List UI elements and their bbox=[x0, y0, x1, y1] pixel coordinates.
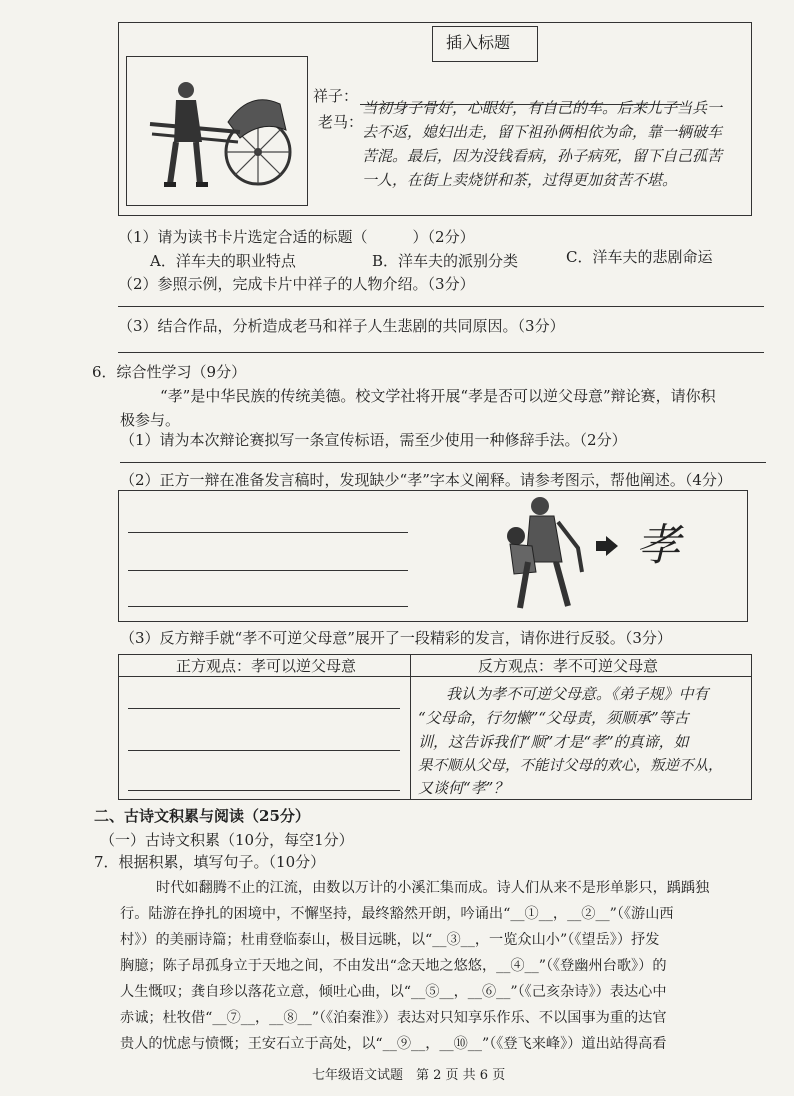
q5-part1: （1）请为读书卡片选定合适的标题（ ）（2分） bbox=[118, 228, 475, 246]
rickshaw-puller-illustration bbox=[130, 60, 302, 200]
con-argument-line-5: 又谈何“孝”？ bbox=[418, 779, 509, 797]
laoma-line-4: 一人，在街上卖烧饼和茶，过得更加贫苦不堪。 bbox=[362, 171, 678, 189]
con-argument-line-1: 我认为孝不可逆父母意。《弟子规》中有 bbox=[446, 685, 709, 703]
laoma-label: 老马： bbox=[318, 113, 364, 131]
title-placeholder-label: 插入标题 bbox=[446, 33, 511, 52]
debate-table-header-divider bbox=[118, 676, 752, 677]
section2-heading: 二、古诗文积累与阅读（25分） bbox=[94, 807, 310, 825]
con-argument-line-4: 果不顺从父母，不能讨父母的欢心，叛逆不从， bbox=[418, 758, 723, 774]
q5-part2-answer-line[interactable] bbox=[118, 306, 764, 307]
q6-part2-line-1[interactable] bbox=[128, 532, 408, 533]
con-argument-line-3: 训，这告诉我们“顺”才是“孝”的真谛，如 bbox=[418, 733, 689, 751]
q6-part3: （3）反方辩手就“孝不可逆父母意”展开了一段精彩的发言，请你进行反驳。（3分） bbox=[120, 629, 672, 647]
q5-part2: （2）参照示例，完成卡片中祥子的人物介绍。（3分） bbox=[118, 275, 475, 293]
q5-part3: （3）结合作品，分析造成老马和祥子人生悲剧的共同原因。（3分） bbox=[118, 317, 565, 335]
pro-answer-line-3[interactable] bbox=[128, 790, 400, 791]
arrow-right-icon bbox=[596, 536, 618, 556]
table-head-pro: 正方观点：孝可以逆父母意 bbox=[176, 657, 357, 675]
q6-intro-line-2: 极参与。 bbox=[120, 411, 181, 429]
q7-passage-line-2: 行。陆游在挣扎的困境中，不懈坚持，最终豁然开朗，吟诵出“__①__，__②__”（《游山西 bbox=[120, 906, 674, 922]
xiangzi-label: 祥子： bbox=[313, 87, 359, 105]
q6-intro-line-1: “孝”是中华民族的传统美德。校文学社将开展“孝是否可以逆父母意”辩论赛，请你积 bbox=[160, 387, 716, 405]
table-head-con: 反方观点：孝不可逆父母意 bbox=[478, 657, 659, 675]
q6-part2-line-3[interactable] bbox=[128, 606, 408, 607]
q6-part2: （2）正方一辩在准备发言稿时，发现缺少“孝”字本义阐释。请参考图示，帮他阐述。（4分） bbox=[120, 471, 732, 489]
q6-part1-answer-line[interactable] bbox=[120, 462, 766, 463]
page-footer: 七年级语文试题 第 2 页 共 6 页 bbox=[312, 1068, 506, 1083]
q6-part2-line-2[interactable] bbox=[128, 570, 408, 571]
laoma-line-1: 当初身子骨好，心眼好，有自己的车。后来儿子当兵一 bbox=[362, 99, 723, 117]
q6-part1: （1）请为本次辩论赛拟写一条宣传标语，需至少使用一种修辞手法。（2分） bbox=[120, 431, 627, 449]
pro-answer-line-1[interactable] bbox=[128, 708, 400, 709]
laoma-line-2: 去不返，媳妇出走，留下祖孙俩相依为命，靠一辆破车 bbox=[362, 123, 723, 141]
q7-heading: 7．根据积累，填写句子。（10分） bbox=[94, 853, 326, 871]
q7-passage-line-7: 贵人的忧虑与愤慨；王安石立于高处，以“__⑨__，__⑩__”（《登飞来峰》）道出站得高看 bbox=[120, 1036, 667, 1052]
q7-passage-line-6: 赤诚；杜牧借“__⑦__，__⑧__”（《泊秦淮》）表达对只知享乐作乐、不以国事为重的达官 bbox=[120, 1010, 667, 1026]
q6-heading: 6．综合性学习（9分） bbox=[92, 363, 247, 381]
q7-passage-line-5: 人生慨叹；龚自珍以落花立意，倾吐心曲，以“__⑤__，__⑥__”（《己亥杂诗》）表达心中 bbox=[120, 984, 667, 1000]
q5-option-a[interactable]: A．洋车夫的职业特点 bbox=[150, 252, 296, 270]
laoma-line-3: 苦混。最后，因为没钱看病，孙子病死，留下自己孤苦 bbox=[362, 147, 723, 165]
q7-passage-line-3: 村》）的美丽诗篇；杜甫登临泰山，极目远眺，以“__③__，一览众山小”（《望岳》）抒发 bbox=[120, 932, 660, 948]
section2-subheading: （一）古诗文积累（10分，每空1分） bbox=[100, 831, 354, 849]
xiao-character-glyph: 孝 bbox=[636, 520, 680, 571]
debate-table-column-divider bbox=[410, 654, 411, 800]
q5-option-c[interactable]: C．洋车夫的悲剧命运 bbox=[566, 248, 713, 266]
q7-passage-line-1: 时代如翻腾不止的江流，由数以万计的小溪汇集而成。诗人们从来不是形单影只，踽踽独 bbox=[156, 880, 710, 896]
pro-answer-line-2[interactable] bbox=[128, 750, 400, 751]
q5-part3-answer-line[interactable] bbox=[118, 352, 764, 353]
filial-piety-illustration bbox=[496, 492, 600, 614]
q7-passage-line-4: 胸臆；陈子昂孤身立于天地之间，不由发出“念天地之悠悠，__④__”（《登幽州台歌》）的 bbox=[120, 958, 667, 974]
q5-option-b[interactable]: B．洋车夫的派别分类 bbox=[372, 252, 519, 270]
con-argument-line-2: “父母命，行勿懒”“父母责，须顺承”等古 bbox=[418, 709, 689, 727]
